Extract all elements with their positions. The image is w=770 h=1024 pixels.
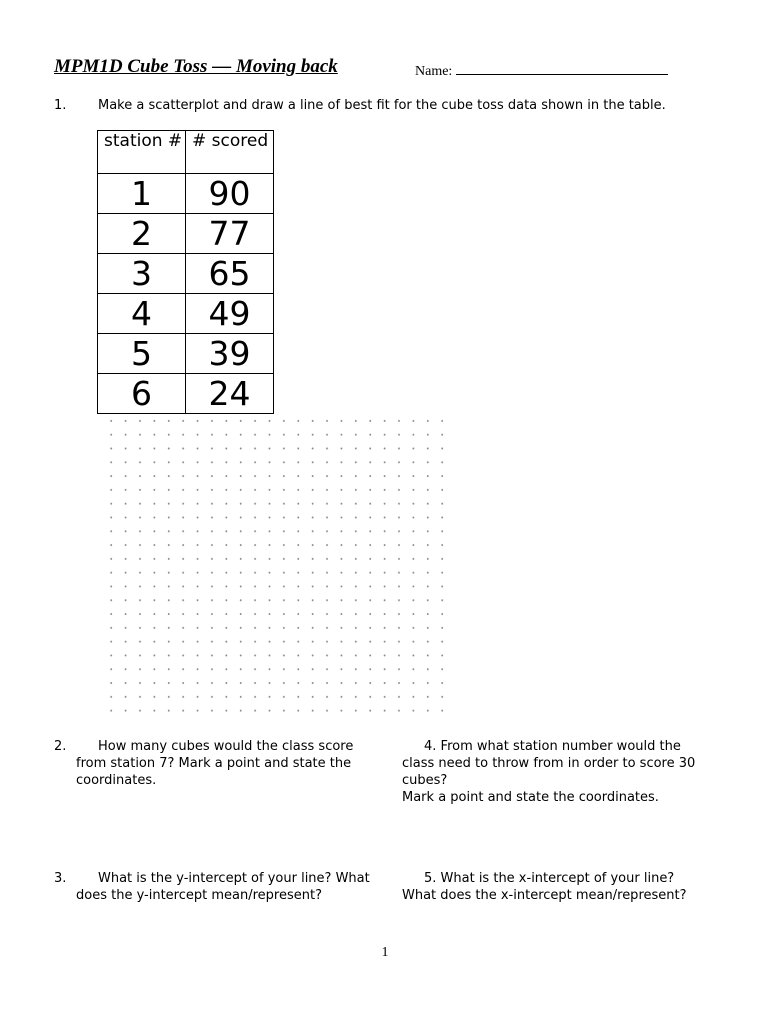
cube-toss-table xyxy=(97,130,274,414)
question-3-text: What is the y-intercept of your line? What does the y-intercept mean/represent? xyxy=(76,871,370,903)
question-2-number: 2. xyxy=(54,739,67,754)
table-cell: 77 xyxy=(186,214,274,254)
table-row xyxy=(98,374,274,414)
question-5-text: 5. What is the x-intercept of your line? What does the x-intercept mean/represent? xyxy=(402,871,687,903)
table-row xyxy=(98,254,274,294)
question-4 xyxy=(402,738,707,806)
table-cell: 65 xyxy=(186,254,274,294)
table-header-scored: # scored xyxy=(186,131,274,174)
table-row xyxy=(98,294,274,334)
table-cell: 5 xyxy=(98,334,186,374)
worksheet-title: MPM1D Cube Toss — Moving back xyxy=(54,56,338,77)
question-1-text: Make a scatterplot and draw a line of best fit for the cube toss data shown in the table. xyxy=(98,98,666,113)
name-field[interactable] xyxy=(415,61,668,80)
table-cell: 4 xyxy=(98,294,186,334)
table-cell: 2 xyxy=(98,214,186,254)
question-1 xyxy=(54,97,674,114)
table-cell: 49 xyxy=(186,294,274,334)
dot-grid-graph-area[interactable] xyxy=(104,414,452,714)
table-cell: 24 xyxy=(186,374,274,414)
table-cell: 6 xyxy=(98,374,186,414)
table-row xyxy=(98,334,274,374)
name-label: Name: xyxy=(415,64,453,79)
question-2-text: How many cubes would the class score from station 7? Mark a point and state the coordinates. xyxy=(76,739,354,788)
table-row xyxy=(98,174,274,214)
table-cell: 1 xyxy=(98,174,186,214)
table-header-row xyxy=(98,131,274,174)
page-number: 1 xyxy=(381,945,389,960)
table-cell: 39 xyxy=(186,334,274,374)
table-header-station: station # xyxy=(98,131,186,174)
name-blank-line[interactable] xyxy=(456,61,668,75)
table-cell: 90 xyxy=(186,174,274,214)
question-5 xyxy=(402,870,707,904)
question-1-number: 1. xyxy=(54,98,67,113)
question-2 xyxy=(54,738,376,789)
question-3 xyxy=(54,870,376,904)
question-4-text: 4. From what station number would the class need to throw from in order to score 30 cubes? xyxy=(402,739,696,788)
table-row xyxy=(98,214,274,254)
question-4-instruction: Mark a point and state the coordinates. xyxy=(402,790,659,805)
table-cell: 3 xyxy=(98,254,186,294)
question-3-number: 3. xyxy=(54,871,67,886)
